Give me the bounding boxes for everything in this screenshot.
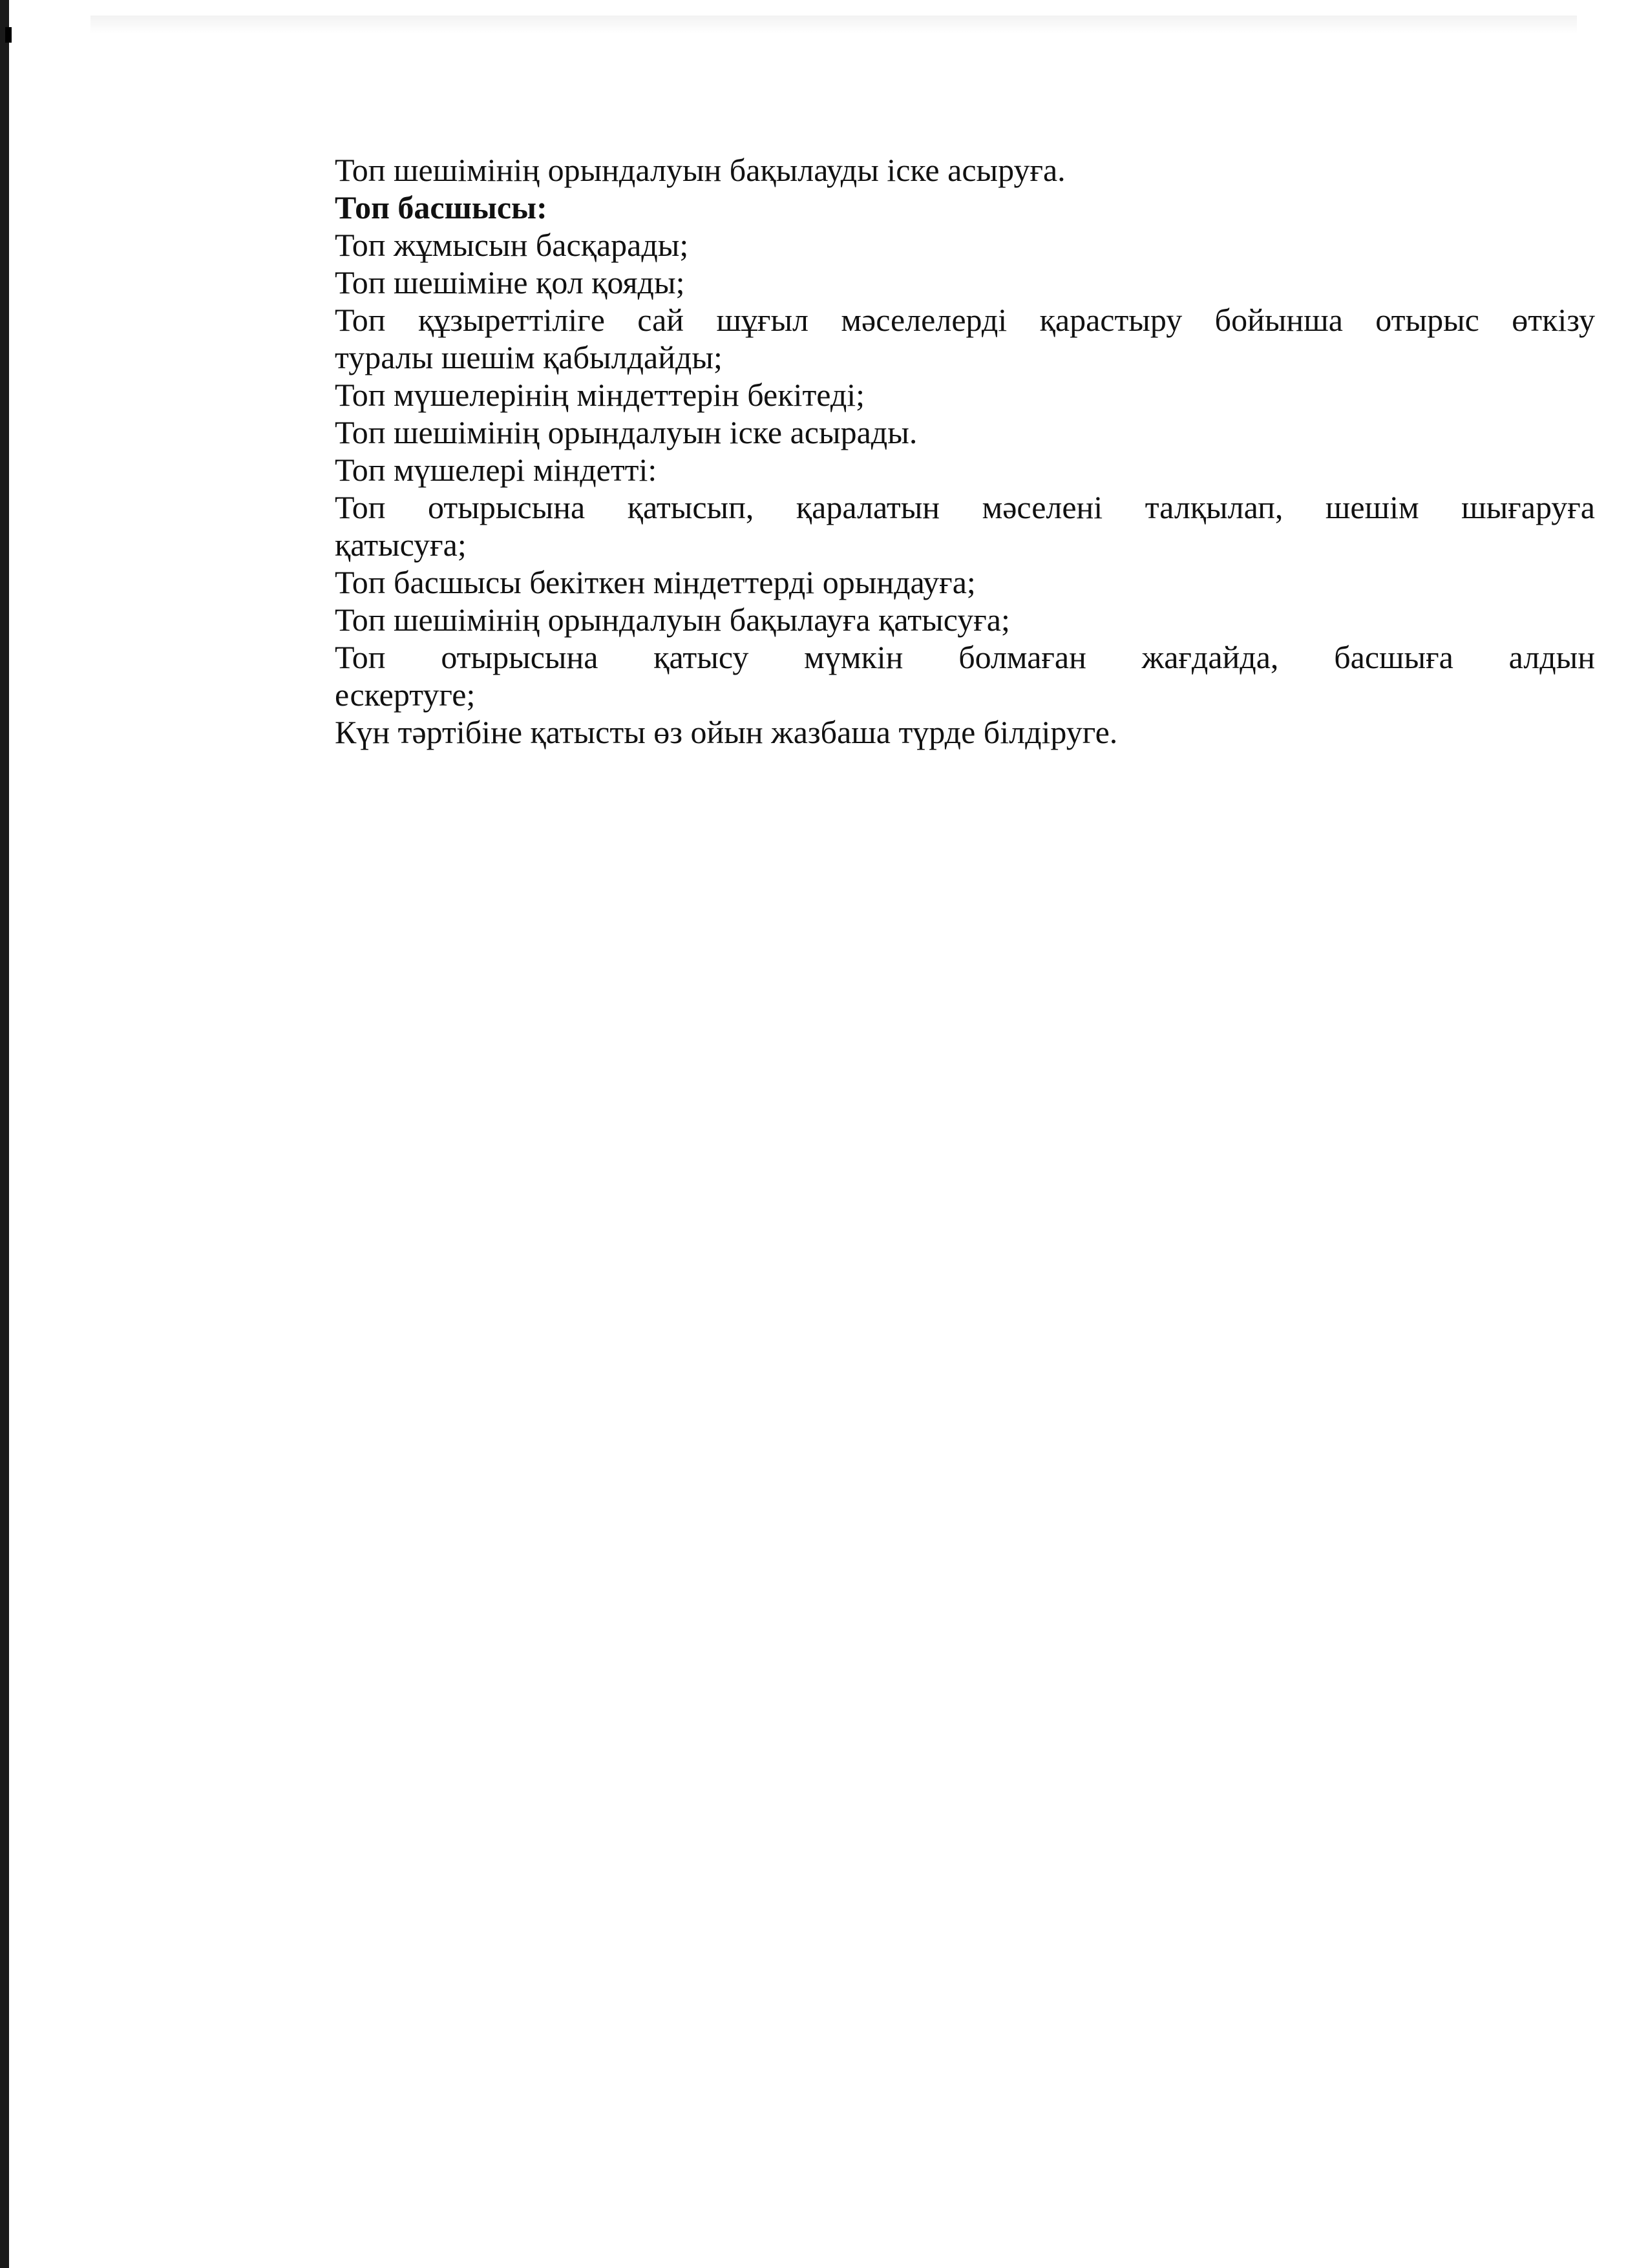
text-line: Топ мүшелерінің міндеттерін бекітеді; [335, 377, 865, 413]
text-line: Топ шешіміне қол қояды; [335, 264, 685, 300]
section-heading-group-members: Топ мүшелері міндетті: [335, 452, 657, 488]
scan-left-edge [0, 0, 9, 2268]
section-heading-group-leader: Топ басшысы: [335, 189, 547, 226]
text-line: Топ отырысына қатысу мүмкін болмаған жағдайда, басшыға алдын [335, 639, 1595, 675]
text-line: Топ шешімінің орындалуын бақылауды іске асыруға. [335, 152, 1066, 188]
text-line: Топ құзыреттілігe сай шұғыл мәселелерді қарастыру бойынша отырыс өткізу [335, 302, 1595, 338]
text-line: Топ шешімінің орындалуын бақылауға қатысуға; [335, 602, 1010, 638]
scan-corner-mark [5, 27, 12, 43]
text-line: Топ жұмысын басқарады; [335, 227, 689, 263]
text-line: қатысуға; [335, 527, 467, 563]
text-line: ескертуге; [335, 677, 476, 713]
text-line: Күн тәртібіне қатысты өз ойын жазбаша түрде білдіруге. [335, 714, 1118, 750]
text-line: Топ отырысына қатысып, қаралатын мәселені талқылап, шешім шығаруға [335, 489, 1595, 525]
document-body [335, 151, 1595, 751]
text-line: Топ басшысы бекіткен міндеттерді орындауға; [335, 564, 976, 600]
text-line: туралы шешім қабылдайды; [335, 339, 723, 375]
text-line: Топ шешімінің орындалуын іске асырады. [335, 414, 918, 450]
scan-top-shadow [90, 16, 1577, 34]
